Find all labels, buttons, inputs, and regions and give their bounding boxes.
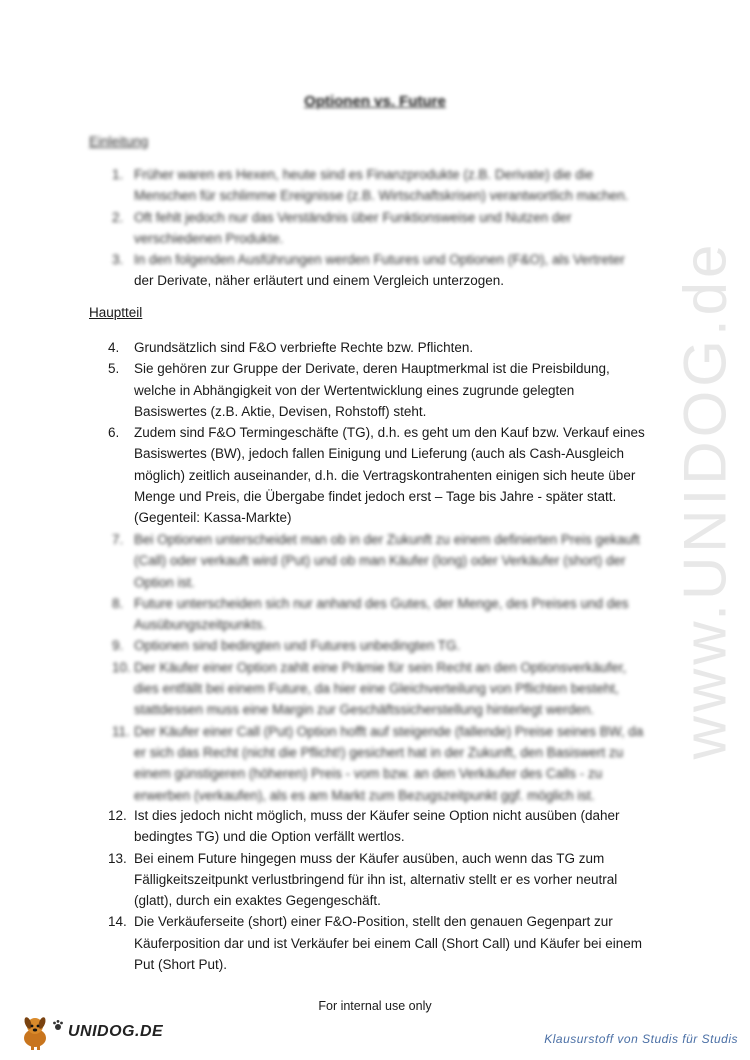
paw-icon xyxy=(52,1019,64,1031)
list-item-line: Optionen sind bedingten und Futures unbedingten TG. xyxy=(134,638,461,654)
list-item-line: stattdessen muss eine Margin zur Geschäftssicherstellung hinterlegt werden. xyxy=(134,702,594,718)
list-item-line: Menge und Preis, die Übergabe findet jedoch erst – Tage bis Jahre - später statt. xyxy=(134,489,617,505)
hauptteil-heading: Hauptteil xyxy=(89,305,143,320)
list-item xyxy=(0,422,680,528)
list-item-line: Der Käufer einer Call (Put) Option hofft auf steigende (fallende) Preise seines BW, da xyxy=(134,723,644,739)
list-item-line: er sich das Recht (nicht die Pflicht!) gesichert hat in der Zukunft, den Basiswert zu xyxy=(134,744,624,760)
page-title: Optionen vs. Future xyxy=(304,93,446,110)
list-item-line: Option ist. xyxy=(134,574,195,590)
slogan: Klausurstoff von Studis für Studis xyxy=(544,1032,738,1046)
list-item-number: 1. xyxy=(112,167,124,182)
list-item xyxy=(0,805,680,848)
dog-icon xyxy=(18,1014,52,1050)
list-item-line: (Gegenteil: Kassa-Markte) xyxy=(134,510,292,526)
list-item xyxy=(0,657,680,721)
list-item xyxy=(0,593,680,636)
unidog-logo xyxy=(18,1012,163,1052)
list-item-line: (Call) oder verkauft wird (Put) und ob man Käufer (long) oder Verkäufer (short) der xyxy=(134,553,626,569)
list-item-line: Zudem sind F&O Termingeschäfte (TG), d.h. es geht um den Kauf bzw. Verkauf eines xyxy=(134,425,645,441)
list-item-line: verschiedenen Produkte. xyxy=(134,230,284,246)
list-item-number: 10. xyxy=(112,659,131,675)
list-item-line: (glatt), durch ein exaktes Gegengeschäft. xyxy=(134,893,381,909)
list-item xyxy=(0,635,680,656)
list-item-line: In den folgenden Ausführungen werden Futures und Optionen (F&O), als Vertreter xyxy=(134,252,625,268)
list-item-line: Käuferposition dar und ist Verkäufer bei einem Call (Short Call) und Käufer bei einem xyxy=(134,935,643,951)
list-item-number: 12. xyxy=(108,808,127,823)
list-item-line: Der Käufer einer Option zahlt eine Prämie für sein Recht an den Optionsverkäufer, xyxy=(134,659,627,675)
list-item-line: Future unterscheiden sich nur anhand des Gutes, der Menge, des Preises und des xyxy=(134,595,629,611)
list-item-line: Basiswertes (BW), jedoch fallen Einigung und Lieferung (auch als Cash-Ausgleich xyxy=(134,446,625,462)
list-item xyxy=(0,721,680,806)
einleitung-heading: Einleitung xyxy=(89,134,149,149)
einleitung-clear-line: der Derivate, näher erläutert und einem Vergleich unterzogen. xyxy=(134,273,504,288)
list-item-line: Ist dies jedoch nicht möglich, muss der Käufer seine Option nicht ausüben (daher xyxy=(134,808,620,823)
list-item xyxy=(0,848,680,912)
einleitung-list xyxy=(0,164,680,270)
list-item xyxy=(0,164,680,207)
list-item-line: Bei Optionen unterscheidet man ob in der Zukunft zu einem definierten Preis gekauft xyxy=(134,532,640,547)
list-item-number: 6. xyxy=(108,425,120,441)
list-item-line: Bei einem Future hingegen muss der Käufer ausüben, auch wenn das TG zum xyxy=(134,850,605,866)
list-item xyxy=(0,337,680,358)
list-item-number: 8. xyxy=(112,595,124,611)
hauptteil-list-blurred xyxy=(0,529,680,806)
list-item-number: 14. xyxy=(108,914,127,930)
list-item-line: Put (Short Put). xyxy=(134,957,228,973)
list-item-number: 4. xyxy=(108,340,120,355)
list-item-line: Fälligkeitszeitpunkt verlustbringend für ihn ist, alternativ stellt er es vorher neutral xyxy=(134,871,618,887)
list-item-number: 9. xyxy=(112,638,124,654)
hauptteil-list-b xyxy=(0,805,680,975)
list-item-line: Basiswertes (z.B. Aktie, Devisen, Rohstoff) steht. xyxy=(134,403,427,419)
list-item xyxy=(0,911,680,975)
watermark: www.UNIDOG.de xyxy=(671,240,739,760)
list-item-line: Oft fehlt jedoch nur das Verständnis über Funktionsweise und Nutzen der xyxy=(134,209,572,225)
list-item-number: 5. xyxy=(108,361,120,377)
list-item-number: 2. xyxy=(112,209,124,225)
list-item xyxy=(0,529,680,593)
list-item-number: 7. xyxy=(112,532,124,547)
list-item-line: erwerben (verkaufen), als es am Markt zum Bezugszeitpunkt ggf. möglich ist. xyxy=(134,787,595,803)
list-item-line: dies entfällt bei einem Future, da hier eine Gleichverteilung von Pflichten besteht, xyxy=(134,681,619,697)
list-item-line: welche in Abhängigkeit von der Wertentwicklung eines zugrunde gelegten xyxy=(134,382,575,398)
list-item-number: 13. xyxy=(108,850,127,866)
list-item xyxy=(0,249,680,270)
hauptteil-list-a xyxy=(0,337,680,529)
list-item-line: Sie gehören zur Gruppe der Derivate, deren Hauptmerkmal ist die Preisbildung, xyxy=(134,361,610,377)
logo-text: UNIDOG.DE xyxy=(68,1023,164,1040)
list-item-line: möglich) zeitlich auseinander, d.h. die Vertragskontrahenten einigen sich heute über xyxy=(134,467,636,483)
footer-note: For internal use only xyxy=(318,999,432,1013)
list-item-line: Menschen für schlimme Ereignisse (z.B. Wirtschaftskrisen) verantwortlich machen. xyxy=(134,188,629,204)
list-item-line: Ausübungszeitpunkts. xyxy=(134,617,267,633)
list-item-line: bedingtes TG) und die Option verfällt wertlos. xyxy=(134,829,405,845)
list-item-line: einem günstigeren (höheren) Preis - vom bzw. an den Verkäufer des Calls - zu xyxy=(134,766,603,782)
list-item xyxy=(0,207,680,250)
list-item-line: Die Verkäuferseite (short) einer F&O-Position, stellt den genauen Gegenpart zur xyxy=(134,914,613,930)
list-item-line: Grundsätzlich sind F&O verbriefte Rechte bzw. Pflichten. xyxy=(134,340,474,355)
list-item-number: 11. xyxy=(112,723,130,739)
list-item xyxy=(0,358,680,422)
list-item-line: Früher waren es Hexen, heute sind es Finanzprodukte (z.B. Derivate) die die xyxy=(134,167,594,182)
list-item-number: 3. xyxy=(112,252,124,268)
